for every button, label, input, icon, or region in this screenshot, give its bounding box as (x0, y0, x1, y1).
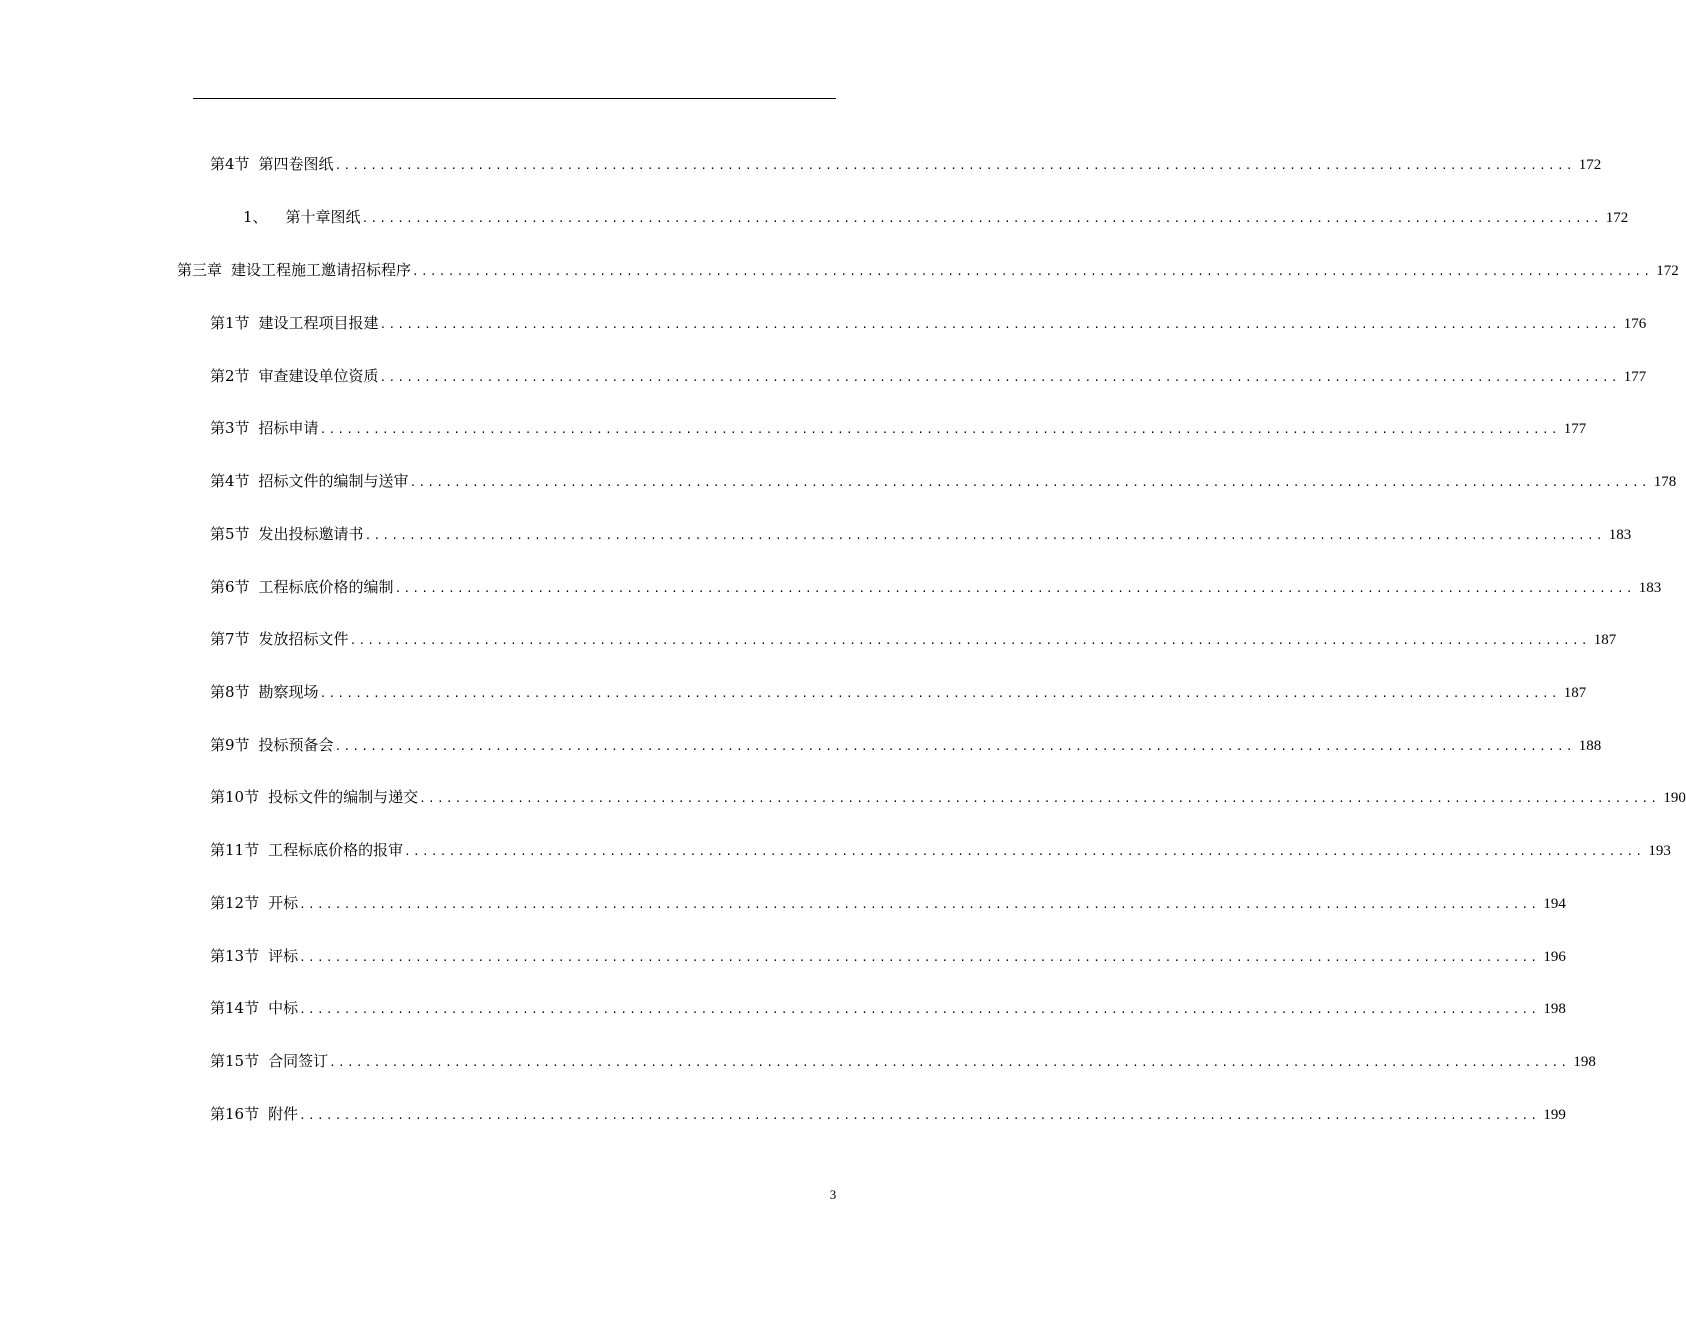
toc-dot-leader: ........................................................................................................................................... (299, 898, 1540, 911)
toc-entry-title: 第十章图纸 (285, 208, 361, 226)
toc-entry-page: 183 (1638, 580, 1662, 596)
toc-dot-leader: ........................................................................................................................................... (299, 1109, 1540, 1122)
toc-entry-page: 194 (1543, 896, 1566, 912)
toc-entry-number: 1、 (243, 208, 268, 226)
toc-dot-leader: ........................................................................................................................................... (394, 582, 1635, 595)
toc-entry-number: 第2节 (210, 367, 250, 385)
toc-entry-page: 172 (1656, 263, 1679, 279)
toc-dot-leader: ........................................................................................................................................... (409, 476, 1650, 489)
page-number: 3 (829, 1187, 837, 1202)
toc-entry-number: 第14节 (210, 999, 260, 1017)
toc-entry-number: 第10节 (210, 788, 260, 806)
toc-entry-page: 176 (1623, 316, 1647, 332)
toc-entry-title: 建设工程施工邀请招标程序 (231, 261, 412, 279)
toc-entry-title: 工程标底价格的编制 (258, 578, 394, 596)
toc-dot-leader: ........................................................................................................................................... (299, 951, 1540, 964)
toc-entry[interactable] (210, 416, 1587, 440)
toc-entry-number: 第3节 (210, 419, 250, 437)
toc-entry[interactable] (210, 575, 1662, 599)
toc-entry-title: 发放招标文件 (258, 630, 349, 648)
toc-entry[interactable] (210, 733, 1602, 757)
toc-dot-leader: ........................................................................................................................................... (379, 318, 1620, 331)
toc-entry-title: 招标文件的编制与送审 (258, 472, 409, 490)
toc-dot-leader: ........................................................................................................................................... (361, 212, 1602, 225)
toc-entry[interactable] (177, 258, 1679, 282)
toc-entry-page: 172 (1578, 157, 1602, 173)
toc-dot-leader: ........................................................................................................................................... (329, 1056, 1570, 1069)
toc-entry-title: 工程标底价格的报审 (268, 841, 404, 859)
toc-dot-leader: ........................................................................................................................................... (419, 792, 1660, 805)
toc-entry-number: 第13节 (210, 947, 260, 965)
toc-entry-title: 发出投标邀请书 (258, 525, 364, 543)
toc-dot-leader: ........................................................................................................................................... (319, 687, 1560, 700)
toc-entry-number: 第9节 (210, 736, 250, 754)
toc-entry[interactable] (210, 522, 1632, 546)
toc-entry[interactable] (210, 891, 1566, 915)
toc-entry[interactable] (210, 944, 1566, 968)
toc-entry[interactable] (210, 680, 1587, 704)
toc-entry[interactable] (210, 152, 1602, 176)
toc-entry-page: 198 (1543, 1001, 1566, 1017)
toc-entry-page: 177 (1563, 421, 1587, 437)
toc-entry-number: 第7节 (210, 630, 250, 648)
toc-entry-page: 199 (1543, 1107, 1566, 1123)
toc-entry-title: 评标 (268, 947, 299, 965)
toc-entry[interactable] (210, 627, 1617, 651)
toc-entry-number: 第1节 (210, 314, 250, 332)
toc-entry[interactable] (243, 205, 1629, 229)
toc-entry-page: 188 (1578, 738, 1602, 754)
toc-entry-number: 第16节 (210, 1105, 260, 1123)
toc-dot-leader: ........................................................................................................................................... (379, 371, 1620, 384)
toc-entry-title: 中标 (268, 999, 299, 1017)
toc-dot-leader: ........................................................................................................................................... (404, 845, 1645, 858)
toc-entry-number: 第三章 (177, 261, 223, 279)
toc-entry-page: 190 (1663, 790, 1686, 806)
toc-dot-leader: ........................................................................................................................................... (412, 265, 1653, 278)
toc-entry-number: 第4节 (210, 472, 250, 490)
toc-entry-page: 196 (1543, 949, 1566, 965)
toc-entry-page: 198 (1573, 1054, 1596, 1070)
toc-entry[interactable] (210, 364, 1647, 388)
toc-dot-leader: ........................................................................................................................................... (334, 159, 1575, 172)
toc-entry-number: 第12节 (210, 894, 260, 912)
toc-entry-page: 177 (1623, 369, 1647, 385)
toc-entry-number: 第4节 (210, 155, 250, 173)
toc-entry-title: 勘察现场 (258, 683, 319, 701)
toc-dot-leader: ........................................................................................................................................... (334, 740, 1575, 753)
toc-entry[interactable] (210, 1102, 1566, 1126)
toc-entry-page: 178 (1653, 474, 1677, 490)
toc-dot-leader: ........................................................................................................................................... (364, 529, 1605, 542)
toc-entry-title: 合同签订 (268, 1052, 329, 1070)
toc-entry-title: 投标预备会 (258, 736, 334, 754)
toc-entry-number: 第15节 (210, 1052, 260, 1070)
toc-entry[interactable] (210, 785, 1686, 809)
toc-dot-leader: ........................................................................................................................................... (299, 1003, 1540, 1016)
toc-entry[interactable] (210, 1049, 1596, 1073)
toc-entry-number: 第6节 (210, 578, 250, 596)
toc-entry-title: 开标 (268, 894, 299, 912)
toc-entry-page: 187 (1563, 685, 1587, 701)
toc-entry[interactable] (210, 469, 1677, 493)
toc-entry-title: 审查建设单位资质 (258, 367, 379, 385)
toc-entry[interactable] (210, 838, 1671, 862)
toc-dot-leader: ........................................................................................................................................... (319, 423, 1560, 436)
toc-entry-title: 建设工程项目报建 (258, 314, 379, 332)
toc-entry-page: 193 (1648, 843, 1671, 859)
toc-entry-title: 第四卷图纸 (258, 155, 334, 173)
toc-entry-number: 第5节 (210, 525, 250, 543)
toc-entry-title: 招标申请 (258, 419, 319, 437)
toc-dot-leader: ........................................................................................................................................... (349, 634, 1590, 647)
toc-entry-page: 172 (1605, 210, 1629, 226)
toc-entry[interactable] (210, 996, 1566, 1020)
toc-entry[interactable] (210, 311, 1647, 335)
toc-entry-title: 投标文件的编制与递交 (268, 788, 419, 806)
toc-entry-title: 附件 (268, 1105, 299, 1123)
toc-entry-page: 187 (1593, 632, 1617, 648)
toc-entry-page: 183 (1608, 527, 1632, 543)
toc-entry-number: 第8节 (210, 683, 250, 701)
toc-entry-number: 第11节 (210, 841, 260, 859)
